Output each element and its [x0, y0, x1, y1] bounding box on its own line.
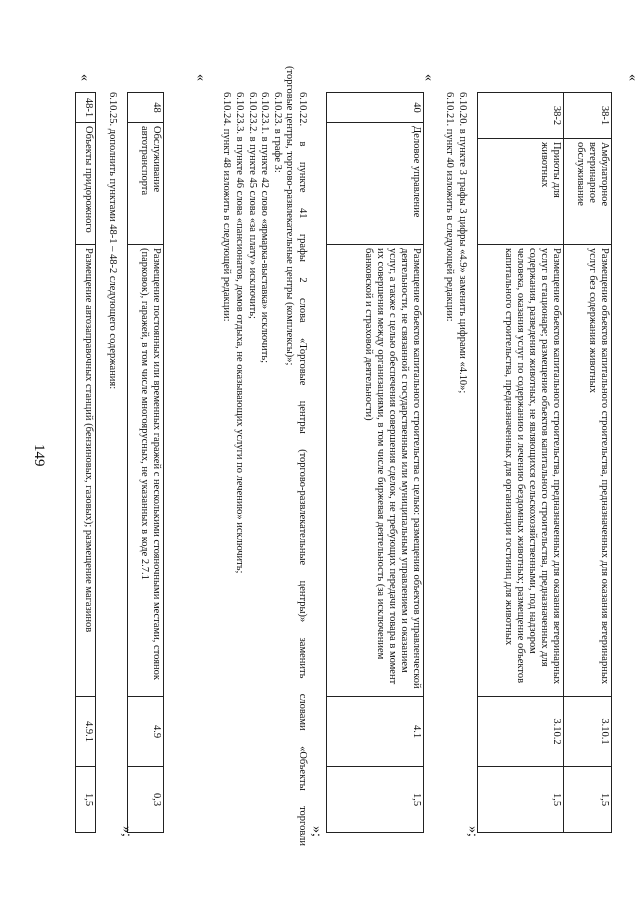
- paragraph-6-10-25: [105, 92, 118, 389]
- quote-open: «: [77, 74, 92, 81]
- para-6-10-23-2: 6.10.23.2. в пункте 45 слова «за плату» исключить;: [246, 92, 258, 319]
- row-number: 48-1: [76, 93, 96, 123]
- para-6-10-23: 6.10.23. в графе 3:: [271, 92, 283, 173]
- quote-close: »;: [465, 826, 480, 837]
- row-code: 4.9.1: [76, 697, 96, 767]
- row-description: Размещение объектов капитального строительства, предназначенных для оказания ветеринарных услуг в стационаре; размещение объектов капитального строительства, предназначенных для содержания, разведения животных, не являющихся сельскохозяйственными, под надзором человека, оказания услуг по содержанию и лечению бездомных животных; размещение объектов капитального строительства, предназначенных для организации гостиниц для животных: [478, 245, 564, 697]
- page-number: 149: [31, 444, 47, 467]
- row-name: Объекты придорожного: [76, 123, 96, 245]
- para-6-10-22-line1: 6.10.22. в пункте 41 графы 2 слова «Торговые центры (торгово-развлекательные центры)» заменить словами «Объекты торговли: [297, 92, 308, 846]
- table-business: [326, 92, 424, 833]
- row-description: Размещение объектов капитального строительства, предназначенных для оказания ветеринарных услуг без содержания животных: [564, 245, 612, 697]
- row-name: Амбулаторное ветеринарное обслуживание: [564, 139, 612, 245]
- row-code: 4.9: [128, 697, 164, 767]
- para-6-10-23-3: 6.10.23.3. в пункте 46 слова «пансионатов, домов отдыха, не оказывающих услуги по лечению» исключить;: [234, 92, 246, 574]
- table-row: [478, 93, 564, 833]
- row-value: 0,3: [128, 767, 164, 833]
- row-number: 38-1: [564, 93, 612, 139]
- para-6-10-23-1: 6.10.23.1. в пункте 42 слово «ярмарка-выставка» исключить;: [259, 92, 271, 364]
- table-vet: [477, 92, 612, 833]
- row-code: 3.10.1: [564, 697, 612, 767]
- row-number: 40: [327, 93, 424, 123]
- table-autotransport: [127, 92, 164, 833]
- para-6-10-22-line2: (торговые центры, торгово-развлекательные центры (комплексы)»;: [284, 66, 296, 366]
- para-6-10-24: 6.10.24. пункт 48 изложить в следующей редакции:: [221, 92, 233, 322]
- table-row: [327, 93, 424, 833]
- row-description: Размещение автозаправочных станций (бензиновых, газовых); размещение магазинов: [76, 245, 96, 697]
- row-number: 48: [128, 93, 164, 123]
- paragraph-6-10-20-21: [443, 92, 468, 393]
- row-code: 3.10.2: [478, 697, 564, 767]
- para-6-10-20: 6.10.20. в пункте 3 графы 3 цифры «4.9» заменить цифрами «4.10»;: [457, 92, 468, 394]
- row-value: 1,5: [76, 767, 96, 833]
- table-row: [128, 93, 164, 833]
- quote-open: «: [421, 74, 436, 81]
- row-description: Размещение объектов капитального строительства с целью: размещения объектов управленческой деятельности, не связанной с государственным или муниципальным управлением и оказанием услуг, а также с целью обеспечения совершения сделок, не требующих передачи товара в момент их совершения между организациями, в том числе биржевая деятельность (за исключением банковской и страховой деятельности): [327, 245, 424, 697]
- row-name: Деловое управление: [327, 123, 424, 245]
- table-row: [564, 93, 612, 833]
- table-row: [76, 93, 96, 833]
- row-value: 1,5: [564, 767, 612, 833]
- para-6-10-25: 6.10.25. дополнить пунктами 48-1 – 48-2 следующего содержания:: [107, 92, 118, 390]
- quote-open: «: [625, 74, 640, 81]
- row-name: Обслуживание автотранспорта: [128, 123, 164, 245]
- row-code: 4.1: [327, 697, 424, 767]
- row-number: 38-2: [478, 93, 564, 139]
- quote-close: »;: [309, 826, 324, 837]
- para-6-10-21: 6.10.21. пункт 40 изложить в следующей редакции:: [444, 92, 456, 322]
- quote-close: »;: [119, 826, 134, 837]
- quote-open: «: [193, 74, 208, 81]
- paragraph-block: [220, 66, 308, 846]
- table-roadside: [75, 92, 96, 833]
- row-description: Размещение постоянных или временных гаражей с несколькими стояночными местами, стоянок (парковок), гаражей, в том числе многоярусных, не указанных в коде 2.7.1: [128, 245, 164, 697]
- row-name: Приюты для животных: [478, 139, 564, 245]
- row-value: 1,5: [327, 767, 424, 833]
- row-value: 1,5: [478, 767, 564, 833]
